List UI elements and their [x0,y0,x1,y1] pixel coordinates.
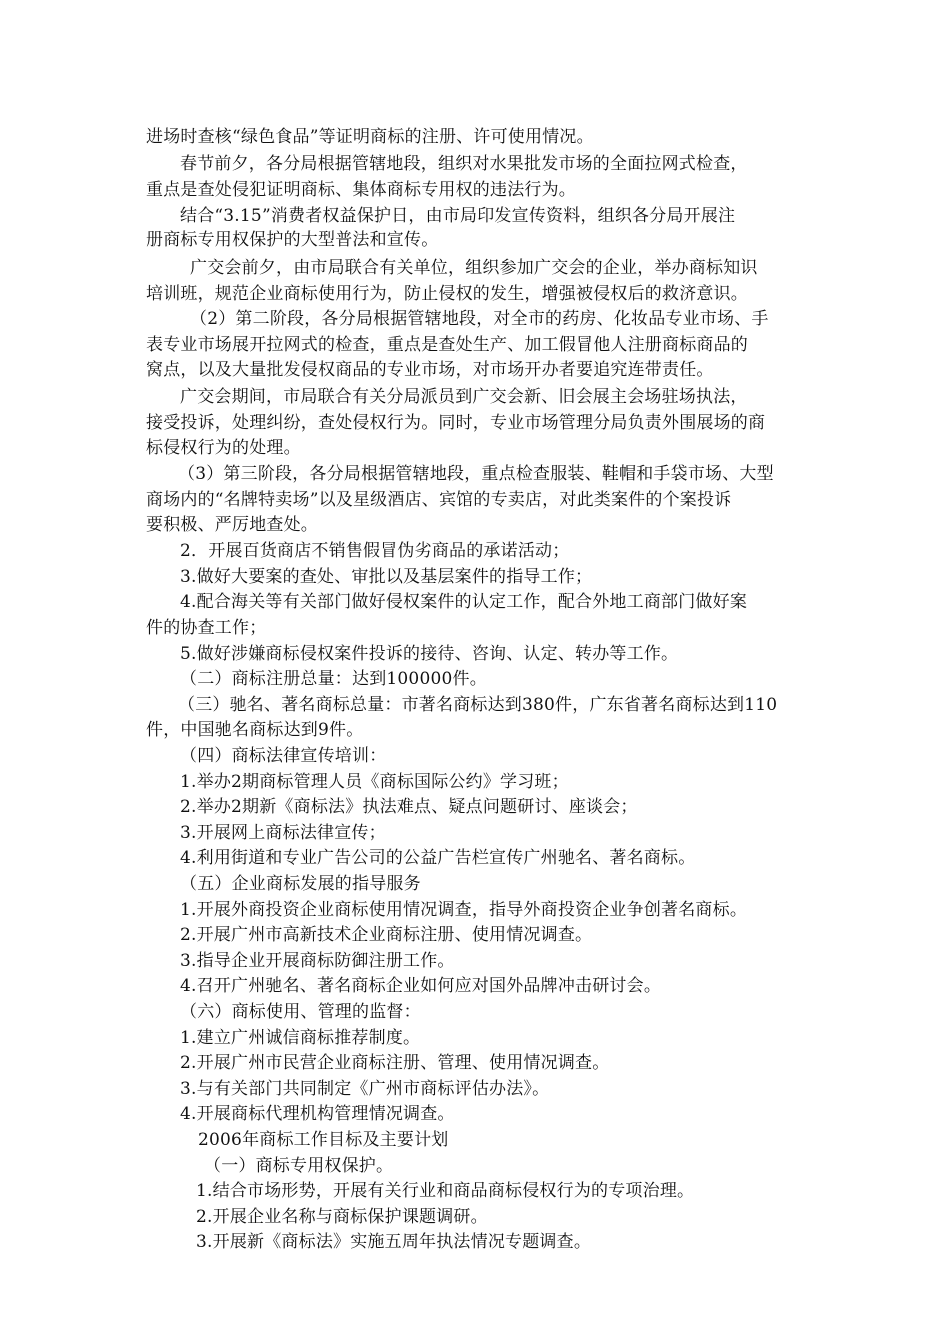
text-line: 3.做好大要案的查处、审批以及基层案件的指导工作； [180,567,593,587]
text-line: 1.结合市场形势，开展有关行业和商品商标侵权行为的专项治理。 [196,1181,695,1201]
text-line: 春节前夕，各分局根据管辖地段，组织对水果批发市场的全面拉网式检查， [180,154,748,174]
text-line: 进场时查核“绿色食品”等证明商标的注册、许可使用情况。 [146,127,594,147]
text-line: 件的协查工作； [146,618,267,638]
text-line: （一）商标专用权保护。 [204,1156,394,1176]
text-line: 要积极、严厉地查处。 [146,515,318,535]
text-line: 表专业市场展开拉网式的检查，重点是查处生产、加工假冒他人注册商标商品的 [146,335,748,355]
text-line: 窝点，以及大量批发侵权商品的专业市场，对市场开办者要追究连带责任。 [146,360,714,380]
text-line: 培训班，规范企业商标使用行为，防止侵权的发生，增强被侵权后的救济意识。 [146,284,748,304]
text-line: 广交会前夕，由市局联合有关单位，组织参加广交会的企业，举办商标知识 [190,258,758,278]
text-line: 2.开展广州市民营企业商标注册、管理、使用情况调查。 [180,1053,610,1073]
text-line: 1.举办2期商标管理人员《商标国际公约》学习班； [180,772,569,792]
text-line: （五）企业商标发展的指导服务 [180,874,421,894]
text-line: 1.开展外商投资企业商标使用情况调查，指导外商投资企业争创著名商标。 [180,900,748,920]
text-line: （六）商标使用、管理的监督： [180,1002,421,1022]
text-line: 结合“3.15”消费者权益保护日，由市局印发宣传资料，组织各分局开展注 [180,206,736,226]
text-line: 3.指导企业开展商标防御注册工作。 [180,951,455,971]
text-line: 4.利用街道和专业广告公司的公益广告栏宣传广州驰名、著名商标。 [180,848,696,868]
text-line: 册商标专用权保护的大型普法和宣传。 [146,230,439,250]
text-line: （2）第二阶段，各分局根据管辖地段，对全市的药房、化妆品专业市场、手 [190,309,769,329]
text-line: 4.配合海关等有关部门做好侵权案件的认定工作，配合外地工商部门做好案 [180,592,748,612]
text-line: （3）第三阶段，各分局根据管辖地段，重点检查服装、鞋帽和手袋市场、大型 [178,464,774,484]
text-line: 标侵权行为的处理。 [146,438,301,458]
text-line: 2．开展百货商店不销售假冒伪劣商品的承诺活动； [180,541,570,561]
text-line: 3.开展网上商标法律宣传； [180,823,386,843]
text-line: 5.做好涉嫌商标侵权案件投诉的接待、咨询、认定、转办等工作。 [180,644,679,664]
text-line: 广交会期间，市局联合有关分局派员到广交会新、旧会展主会场驻场执法， [180,387,748,407]
text-line: 重点是查处侵犯证明商标、集体商标专用权的违法行为。 [146,180,576,200]
text-line: 2.举办2期新《商标法》执法难点、疑点问题研讨、座谈会； [180,797,638,817]
text-line: 4.召开广州驰名、著名商标企业如何应对国外品牌冲击研讨会。 [180,976,662,996]
text-line: （四）商标法律宣传培训： [180,746,387,766]
text-line: 2.开展企业名称与商标保护课题调研。 [196,1207,488,1227]
text-line: （二）商标注册总量：达到100000件。 [180,669,487,689]
text-line: 接受投诉，处理纠纷，查处侵权行为。同时，专业市场管理分局负责外围展场的商 [146,413,766,433]
text-line: 3.与有关部门共同制定《广州市商标评估办法》。 [180,1079,550,1099]
text-line: 件，中国驰名商标达到9件。 [146,720,364,740]
section-heading: 2006年商标工作目标及主要计划 [198,1130,449,1150]
text-line: 4.开展商标代理机构管理情况调查。 [180,1104,455,1124]
text-line: 2.开展广州市高新技术企业商标注册、使用情况调查。 [180,925,593,945]
text-line: 商场内的“名牌特卖场”以及星级酒店、宾馆的专卖店，对此类案件的个案投诉 [146,490,732,510]
text-line: 1.建立广州诚信商标推荐制度。 [180,1028,421,1048]
text-line: （三）驰名、著名商标总量：市著名商标达到380件，广东省著名商标达到110 [178,695,778,715]
text-line: 3.开展新《商标法》实施五周年执法情况专题调查。 [196,1232,592,1252]
